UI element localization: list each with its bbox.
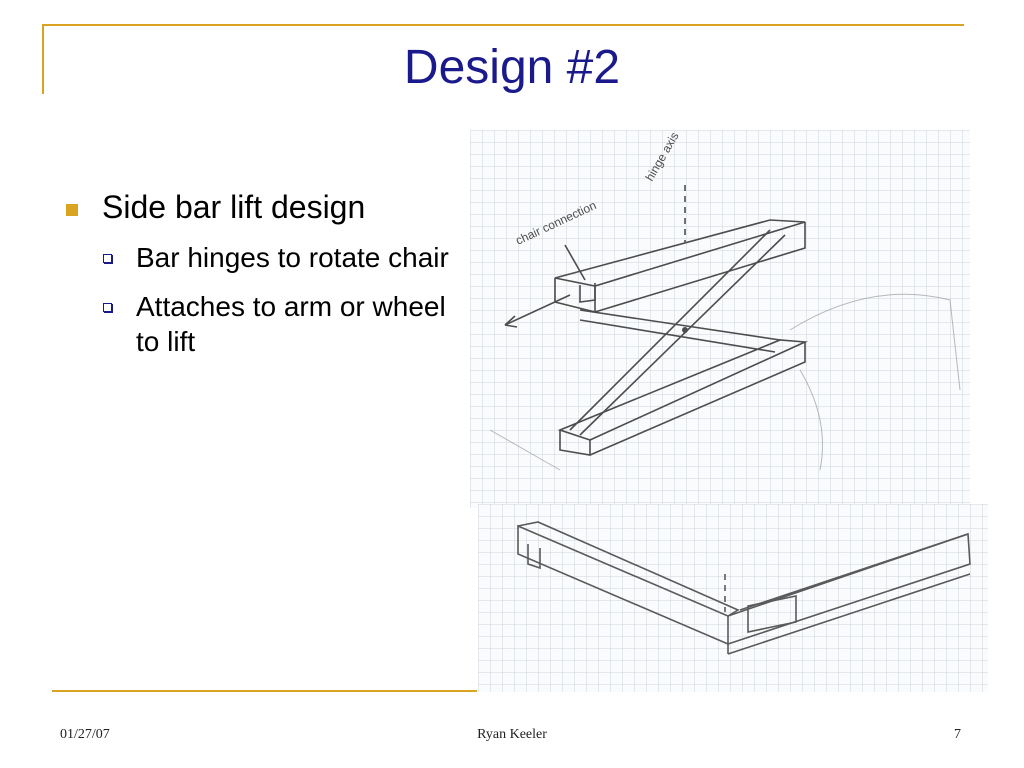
sub-bullet-item xyxy=(64,289,474,359)
square-bullet-icon xyxy=(66,204,78,216)
sketch-side-bar-lift xyxy=(470,130,970,508)
frame-line-top xyxy=(42,24,964,26)
bullet-item xyxy=(64,188,474,226)
page-number: 7 xyxy=(954,727,961,742)
hollow-square-bullet-icon xyxy=(103,303,112,312)
sub-bullet-text: Attaches to arm or wheel to lift xyxy=(136,291,446,358)
bullet-list xyxy=(64,188,474,359)
footer-date: 01/27/07 xyxy=(60,727,110,742)
chair-connection-label: chair connection xyxy=(513,198,599,248)
sketch-hinge-detail xyxy=(478,504,988,692)
slide-title: Design #2 xyxy=(403,41,621,94)
footer-author: Ryan Keeler xyxy=(477,727,547,742)
hinge-axis-label: hinge axis xyxy=(642,130,682,184)
sub-bullet-text: Bar hinges to rotate chair xyxy=(136,242,449,274)
hollow-square-bullet-icon xyxy=(103,254,112,263)
bullet-text: Side bar lift design xyxy=(102,189,366,225)
frame-line-bottom xyxy=(52,690,477,692)
sub-bullet-item xyxy=(64,240,474,275)
